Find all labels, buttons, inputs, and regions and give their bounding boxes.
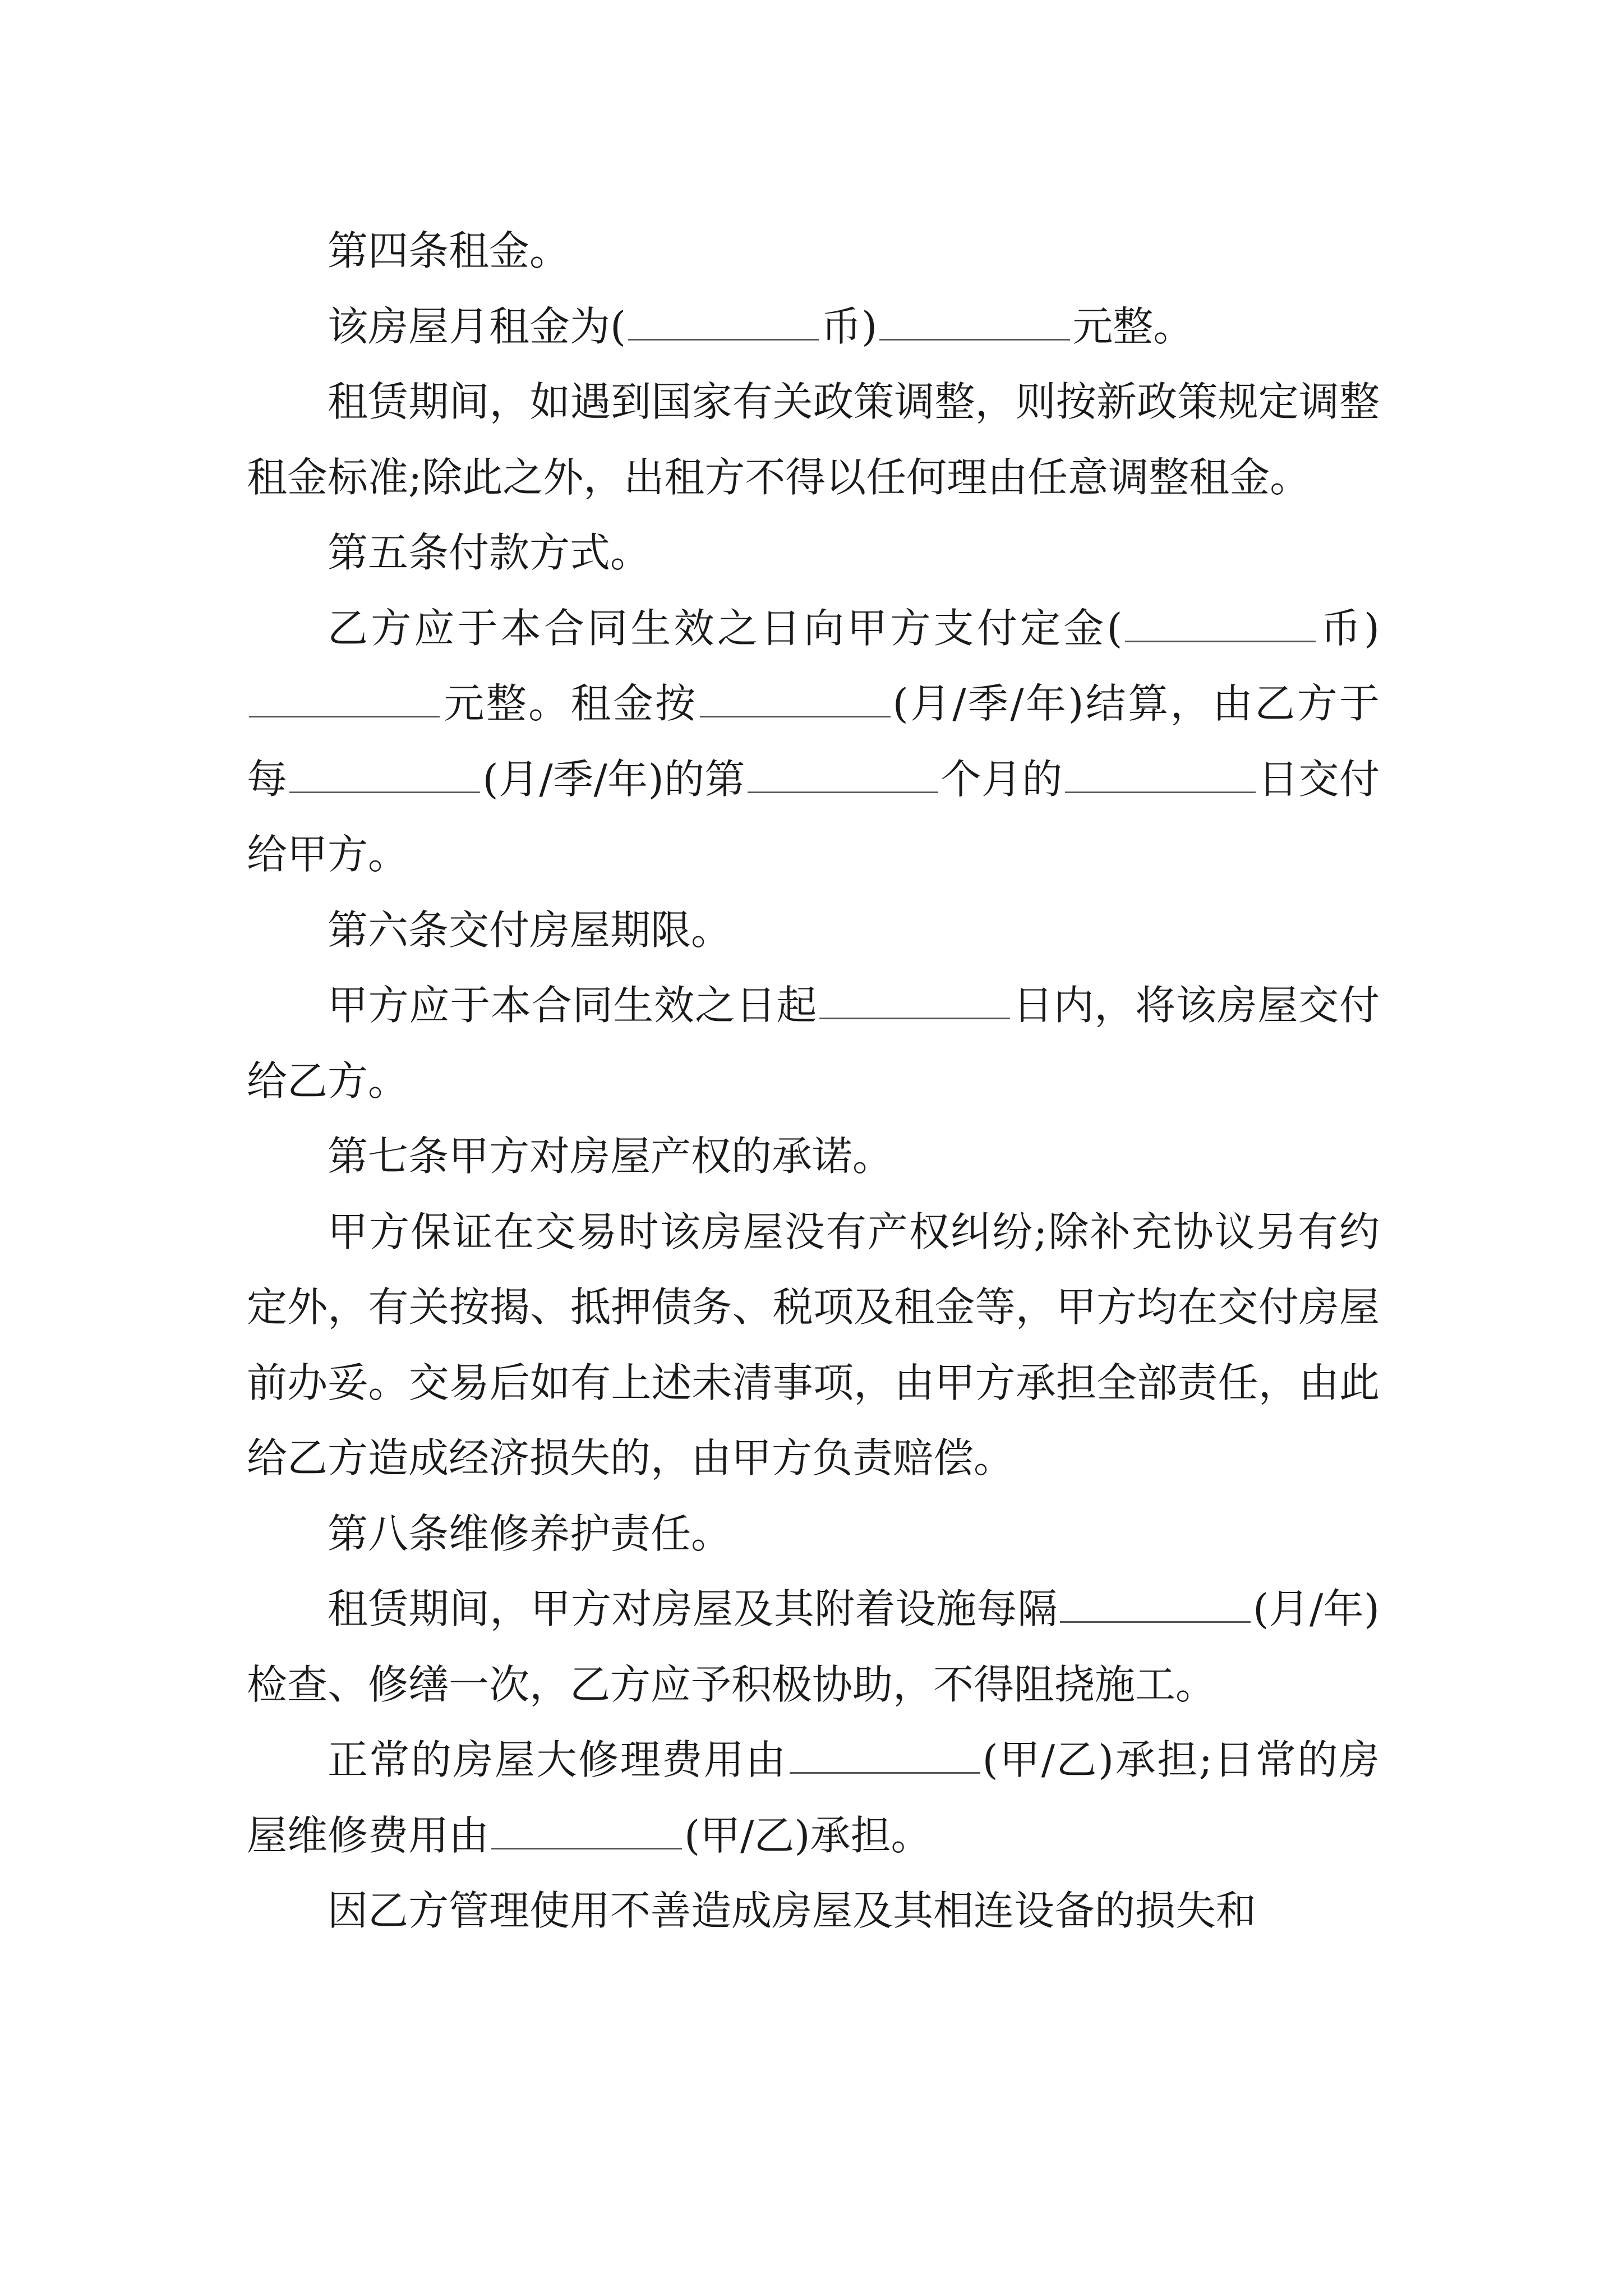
daily-repair-party-blank [491, 1809, 682, 1849]
article-8-damage: 因乙方管理使用不善造成房屋及其相连设备的损失和 [328, 1887, 1257, 1934]
article-4-policy: 租赁期间，如遇到国家有关政策调整，则按新政策规定调整租金标准;除此之外，出租方不得以任何理由任意调整租金。 [247, 378, 1380, 501]
payment-day-blank [1065, 753, 1256, 793]
article-5-body: 乙方应于本合同生效之日向甲方支付定金( 币)元整。租金按 (月/季/年)结算，由乙方于每 (月/季/年)的第 个月的 日交付给甲方。 [247, 591, 1380, 892]
article-8-repair: 正常的房屋大修理费用由 (甲/乙)承担;日常的房屋维修费用由 (甲/乙)承担。 [247, 1722, 1380, 1873]
deposit-currency-blank [1125, 602, 1316, 642]
rent-currency-blank [628, 300, 819, 340]
payment-period-blank [289, 753, 480, 793]
settlement-period-blank [700, 678, 891, 717]
article-7-title: 第七条甲方对房屋产权的承诺。 [328, 1133, 893, 1180]
inspection-interval-blank [1060, 1583, 1251, 1623]
deposit-amount-blank [249, 678, 440, 717]
article-6-title: 第六条交付房屋期限。 [328, 906, 732, 954]
article-4-title: 第四条租金。 [328, 227, 570, 274]
rent-amount-blank [879, 300, 1070, 340]
payment-month-blank [748, 753, 938, 793]
article-5-title: 第五条付款方式。 [328, 529, 651, 576]
document-body [247, 213, 1380, 1949]
article-4-rent: 该房屋月租金为( 币) 元整。 [247, 289, 1380, 365]
delivery-days-blank [819, 979, 1010, 1019]
article-8-inspection: 租赁期间，甲方对房屋及其附着设施每隔 (月/年)检查、修缮一次，乙方应予积极协助，不得阻挠施工。 [247, 1571, 1380, 1722]
major-repair-party-blank [790, 1734, 980, 1774]
article-7-body: 甲方保证在交易时该房屋没有产权纠纷;除补充协议另有约定外，有关按揭、抵押债务、税项及租金等，甲方均在交付房屋前办妥。交易后如有上述未清事项，由甲方承担全部责任，由此给乙方造成经济损失的，由甲方负责赔偿。 [247, 1208, 1380, 1481]
article-6-body: 甲方应于本合同生效之日起 日内，将该房屋交付给乙方。 [247, 968, 1380, 1119]
article-8-title: 第八条维修养护责任。 [328, 1510, 732, 1557]
